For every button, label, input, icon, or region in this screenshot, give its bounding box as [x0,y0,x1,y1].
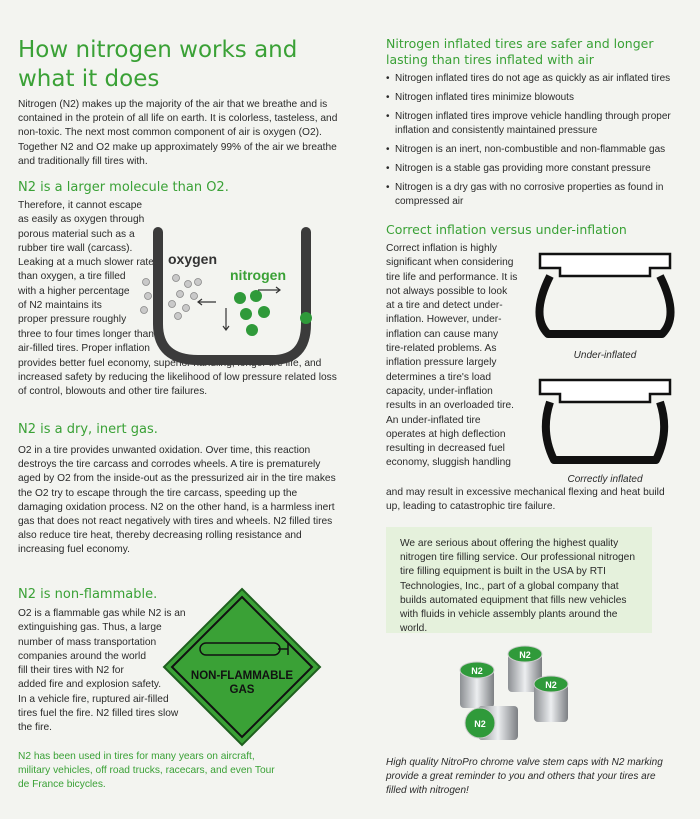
list-item: • Nitrogen is a stable gas providing more constant pressure [386,162,678,176]
section3-line: extinguishing gas. Thus, a large [18,622,162,634]
tire-diffusion-diagram [138,212,318,370]
inflation-line: An under-inflated tire [386,414,481,426]
list-item: • Nitrogen inflated tires improve vehicle handling through proper inflation and consistently maintained pressure [386,110,678,138]
caption-under-inflated: Under-inflated [573,350,637,361]
right-heading: Nitrogen inflated tires are safer and longer lasting than tires inflated with air [386,36,654,67]
cap-label: N2 [545,680,557,690]
oxygen-dot [185,281,192,288]
list-item: • Nitrogen is an inert, non-combustible and non-flammable gas [386,143,678,157]
inflation-heading: Correct inflation versus under-inflation [386,222,627,237]
inflation-line: tire-related problems. As [386,343,497,355]
section2-heading: N2 is a dry, inert gas. [18,422,158,437]
nitrogen-dot [246,324,258,336]
section3-line: the fire. [18,722,52,734]
inflation-line: at a tire and detect under- [386,300,503,312]
oxygen-dot [141,307,148,314]
section3-line: In a vehicle fire, ruptured air-filled [18,693,169,705]
oxygen-dot [177,291,184,298]
section1-line: as easily as oxygen through [18,214,145,226]
section3-heading: N2 is non-flammable. [18,587,158,602]
cap-label: N2 [519,650,531,660]
inflation-line: significant when considering [386,257,514,269]
section3-line: companies around the world [18,650,146,662]
cap-label: N2 [474,719,486,729]
valve-caps-image [450,640,580,752]
inflation-line: inflation. However, under- [386,314,502,326]
nitrogen-dot [258,306,270,318]
section3-line: O2 is a flammable gas while N2 is an [18,608,186,619]
inflation-line: Correct inflation is highly [386,243,497,254]
section3-line: added fire and explosion safety. [18,679,162,691]
inflation-lines [386,242,526,471]
nitrogen-dot [240,308,252,320]
oxygen-dot [191,293,198,300]
valve-cap [534,676,568,722]
section3-note: N2 has been used in tires for many years on aircraft, military vehicles, off road trucks, racecars, and even Tour de France bicycles. [18,751,275,791]
oxygen-dot [195,279,202,286]
sign-line1: NON-FLAMMABLE [190,670,294,682]
section1-line: air-filled tires. Proper inflation [18,342,150,354]
section1-tail: provides better fuel economy, superior handling, longer tire life, and increased safety by reducing the likelihood of low pressure related loss of control, blowouts and other tire failures. [18,358,337,398]
list-item: • Nitrogen is a dry gas with no corrosive properties as found in compressed air [386,181,678,209]
cap-label: N2 [471,666,483,676]
nitrogen-dot [300,312,312,324]
section1-line: Leaking at a much slower rate [18,257,154,269]
nitrogen-dot [250,290,262,302]
section1-line: proper pressure roughly [18,314,127,326]
page-title: How nitrogen works and what it does [18,37,298,92]
inflation-line: inflation can cause many [386,328,499,340]
nitrogen-molecules [234,290,312,336]
inflation-line: economy, sluggish handling [386,457,511,469]
sign-line2: GAS [229,684,255,696]
section1-line: with a higher percentage [18,285,130,297]
inflation-line: results in an overloaded tire. [386,400,514,412]
valve-cap [465,706,518,740]
section1-line: rubber tire wall (carcass). [18,242,133,254]
oxygen-dot [169,301,176,308]
nitrogen-dot [234,292,246,304]
caption-correctly-inflated: Correctly inflated [567,474,643,485]
section1-heading: N2 is a larger molecule than O2. [18,180,229,195]
section3-line: fill their tires with N2 for [18,665,124,677]
section1-line: of N2 maintains its [18,300,102,312]
correctly-inflated-tire-diagram [530,372,680,472]
oxygen-molecules [141,275,202,320]
section1-line: Therefore, it cannot escape [18,200,143,211]
intro-paragraph: Nitrogen (N2) makes up the majority of the air that we breathe and is contained in the protein of all life on earth. It is colorless, tasteless, and non-toxic. The next most common component of air is oxygen (O2). Together N2 and O2 make up approximately 99% of the air we breathe and traditionally fill tires with. [18,99,338,167]
section1-line: porous material such as a [18,228,135,240]
nitrogen-label: nitrogen [230,267,286,283]
section1-line: than oxygen, a tire filled [18,271,126,283]
oxygen-dot [175,313,182,320]
inflation-line: not always possible to look [386,285,508,297]
list-item: • Nitrogen inflated tires do not age as quickly as air inflated tires [386,72,678,86]
non-flammable-gas-sign [160,585,324,749]
inflation-tail: and may result in excessive mechanical flexing and heat build up, leading to catastrophic tire failure. [386,487,665,513]
oxygen-label: oxygen [168,251,218,267]
inflation-line: determines a tire's load [386,371,492,383]
inflation-line: inflation pressure largely [386,357,497,369]
benefits-list [386,72,678,214]
section2-body: O2 in a tire provides unwanted oxidation. Over time, this reaction destroys the tire carcass and corrodes wheels. A tire is prematurely aged by O2 from the inside-out as the pressurized air in the tire makes the O2 try to escape through the tire carcass, speeding up the damaging oxidation process. N2 on the other hand, is a harmless inert gas that does not react negatively with tires and wheels. N2 filled tires also reduce tire heat, thereby decreasing rolling resistance and increasing fuel economy. [18,445,336,556]
list-item: • Nitrogen inflated tires minimize blowouts [386,91,678,105]
valve-cap [460,662,494,708]
inflation-line: resulting in decreased fuel [386,443,505,455]
inflation-line: operates at high deflection [386,428,506,440]
inflation-line: capacity, under-inflation [386,385,493,397]
rti-callout-box [386,527,652,633]
section3-line: tires fuel the fire. N2 filled tires slow [18,708,179,720]
oxygen-dot [183,305,190,312]
callout-text: We are serious about offering the highest quality nitrogen tire filling service. Our professional nitrogen tire filling equipment is built in the USA by RTI Technologies, Inc., part of a global company that builds automated equipment that fills new vehicles with fluids in vehicle assembly plants around the world. [400,538,635,635]
oxygen-dot [143,279,150,286]
valve-caps-caption: High quality NitroPro chrome valve stem caps with N2 marking provide a great reminder to you and others that your tires are filled with nitrogen! [386,757,663,796]
inflation-line: tire life and performance. It is [386,271,518,283]
under-inflated-tire-diagram [530,246,680,346]
oxygen-dot [145,293,152,300]
oxygen-dot [173,275,180,282]
section3-line: number of mass transportation [18,636,157,648]
section1-line: three to four times longer than [18,328,154,340]
